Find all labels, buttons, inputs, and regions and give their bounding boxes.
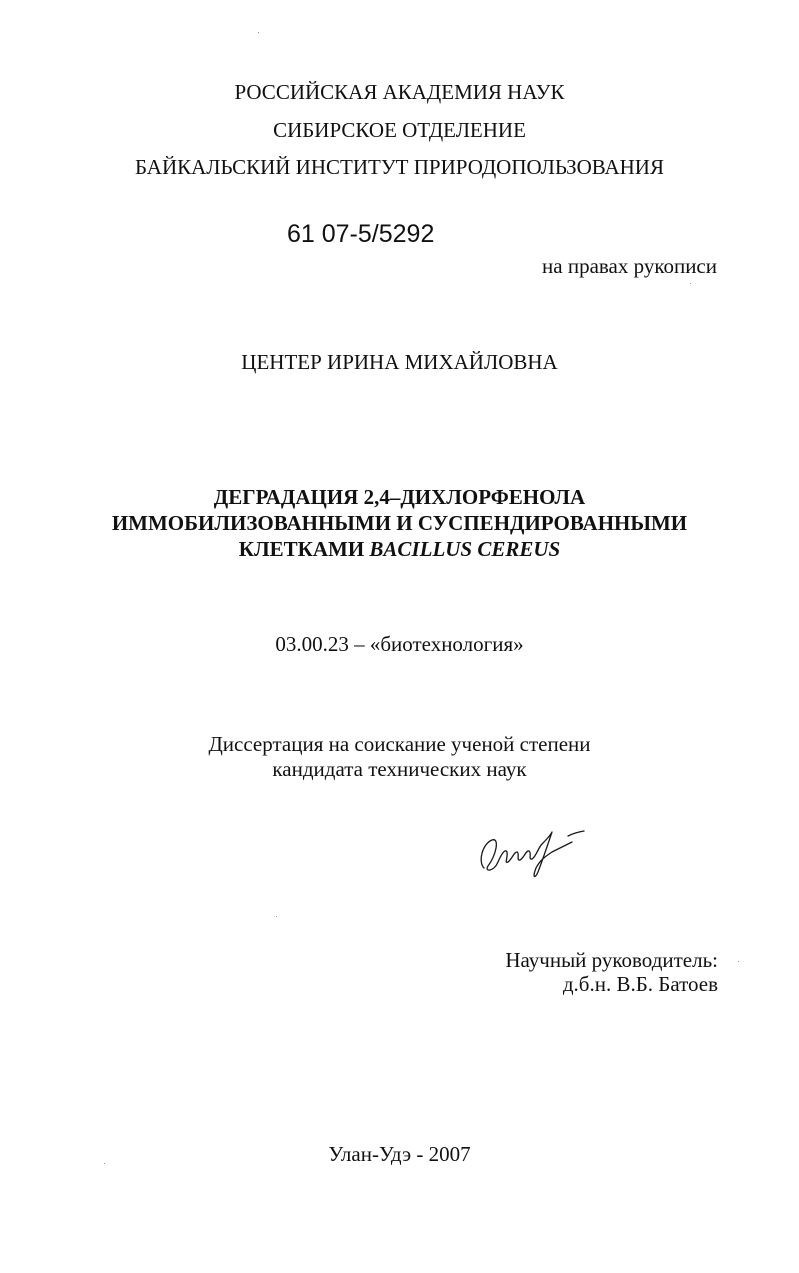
manuscript-note: на правах рукописи	[542, 254, 717, 278]
author-name: ЦЕНТЕР ИРИНА МИХАЙЛОВНА	[241, 350, 558, 374]
title-prefix: КЛЕТКАМИ	[238, 537, 370, 561]
supervisor-name: д.б.н. В.Б. Батоев	[562, 972, 718, 996]
species-name: BACILLUS CEREUS	[369, 537, 561, 561]
academy-name: РОССИЙСКАЯ АКАДЕМИЯ НАУК	[234, 80, 565, 104]
place-year: Улан-Удэ - 2007	[328, 1142, 471, 1166]
title-line-3	[0, 539, 799, 560]
supervisor-label: Научный руководитель:	[505, 948, 718, 972]
speck	[104, 1163, 105, 1164]
branch-name: СИБИРСКОЕ ОТДЕЛЕНИЕ	[273, 118, 526, 142]
degree-line-2: кандидата технических наук	[272, 757, 527, 781]
title-line-2: ИММОБИЛИЗОВАННЫМИ И СУСПЕНДИРОВАННЫМИ	[111, 511, 688, 535]
speck	[258, 32, 259, 33]
speck	[276, 916, 277, 917]
institute-name: БАЙКАЛЬСКИЙ ИНСТИТУТ ПРИРОДОПОЛЬЗОВАНИЯ	[135, 155, 664, 179]
title-line-1: ДЕГРАДАЦИЯ 2,4–ДИХЛОРФЕНОЛА	[213, 485, 586, 509]
specialty: 03.00.23 – «биотехнология»	[275, 632, 524, 656]
speck	[738, 961, 739, 962]
library-code: 61 07-5/5292	[287, 220, 435, 248]
speck	[690, 283, 691, 284]
degree-line-1: Диссертация на соискание ученой степени	[208, 732, 591, 756]
signature	[472, 822, 592, 882]
